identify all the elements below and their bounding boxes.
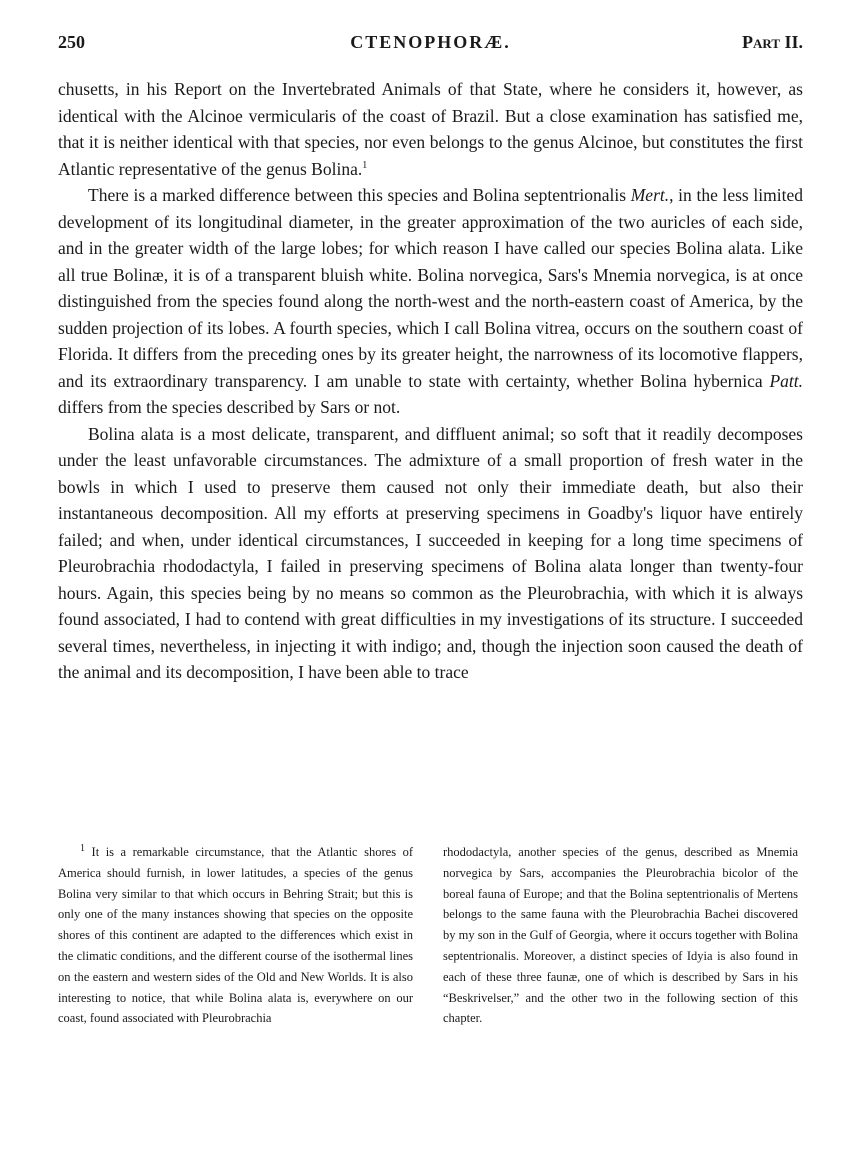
paragraph-2-text-b: , in the less limited development of its longitudinal diameter, in the greater approximation of the two auricles of each side, and in the greater width of the large lobes; for which reason I have called our species Bolina alata. Like all true Bolinæ, it is of a transparent bluish white. Bolina norvegica, Sars's Mnemia norvegica, is at once distinguished from the species found along the north-west and the north-eastern coast of America, by the sudden projection of its lobes. A fourth species, which I call Bolina vitrea, occurs on the southern coast of Florida. It differs from the preceding ones by its greater height, the narrowness of its locomotive flappers, and its extraordinary transparency. I am unable to state with certainty, whether Bolina hybernica (58, 185, 803, 391)
author-abbrev-patt: Patt. (769, 370, 803, 391)
paragraph-1-text: chusetts, in his Report on the Invertebrated Animals of that State, where he considers it, however, as identical with the Alcinoe vermicularis of the coast of Brazil. But a close examination has satisfied me, that it is neither identical with that species, nor even belongs to the genus Alcinoe, but constitutes the first Atlantic representative of the genus Bolina. (58, 79, 803, 179)
footnote-mark: 1 (80, 842, 85, 854)
paragraph-3: Bolina alata is a most delicate, transparent, and diffluent animal; so soft that it readily decomposes under the least unfavorable circumstances. The admixture of a small proportion of fresh water in the bowls in which I used to preserve them caused not only their immediate death, but also their instantaneous decomposition. All my efforts at preserving specimens in Goadby's liquor have entirely failed; and when, under identical circumstances, I succeeded in keeping for a long time specimens of Pleurobrachia rhododactyla, I failed in preserving specimens of Bolina alata longer than twenty-four hours. Again, this species being by no means so common as the Pleurobrachia, with which it is always found associated, I had to contend with great difficulties in my investigations of its structure. I succeeded several times, nevertheless, in injecting it with indigo; and, though the injection soon caused the death of the animal and its decomposition, I have been able to trace (58, 423, 803, 682)
page-number: 250 (58, 32, 85, 52)
running-title: CTENOPHORÆ. (350, 32, 511, 52)
body-text (58, 76, 803, 686)
page-header (58, 32, 803, 58)
footnote-right-text: rhododactyla, another species of the genus, described as Mnemia norvegica by Sars, accompanies the Pleurobrachia bicolor of the boreal fauna of Europe; and that the Bolina septentrionalis of Mertens belongs to the same fauna with the Pleurobrachia Bachei discovered by my son in the Gulf of Georgia, where it occurs together with Bolina septentrionalis. Moreover, a distinct species of Idyia is also found in each of these three faunæ, one of which is described by Sars in his “Beskrivelser,” and the other two in the following section of this chapter. (443, 845, 798, 1026)
paragraph-2-text-a: There is a marked difference between this species and Bolina septentrionalis (88, 185, 631, 205)
footnote-left-body: It is a remarkable circumstance, that the Atlantic shores of America should furnish, in lower latitudes, a species of the genus Bolina very similar to that which occurs in Behring Strait; but this is only one of the many instances showing that species on the opposite shores of this continent are adapted to the differences which exist in the climatic conditions, and the different course of the isothermal lines on the eastern and western sides of the Old and New Worlds. It is also interesting to notice, that while Bolina alata is, everywhere on our coast, found associated with Pleurobrachia (58, 845, 413, 1026)
paragraph-1 (58, 76, 803, 182)
footnote-column-left (58, 842, 413, 1029)
footnote-reference: 1 (362, 159, 368, 171)
footnote-column-right (443, 842, 798, 1029)
footnote-left-text (58, 842, 413, 1029)
author-abbrev-mert: Mert. (630, 185, 670, 205)
part-label: Part II. (742, 32, 803, 52)
paragraph-2 (58, 182, 803, 421)
paragraph-2-text-c: differs from the species described by Sars or not. (58, 397, 401, 417)
book-page (58, 32, 803, 1026)
